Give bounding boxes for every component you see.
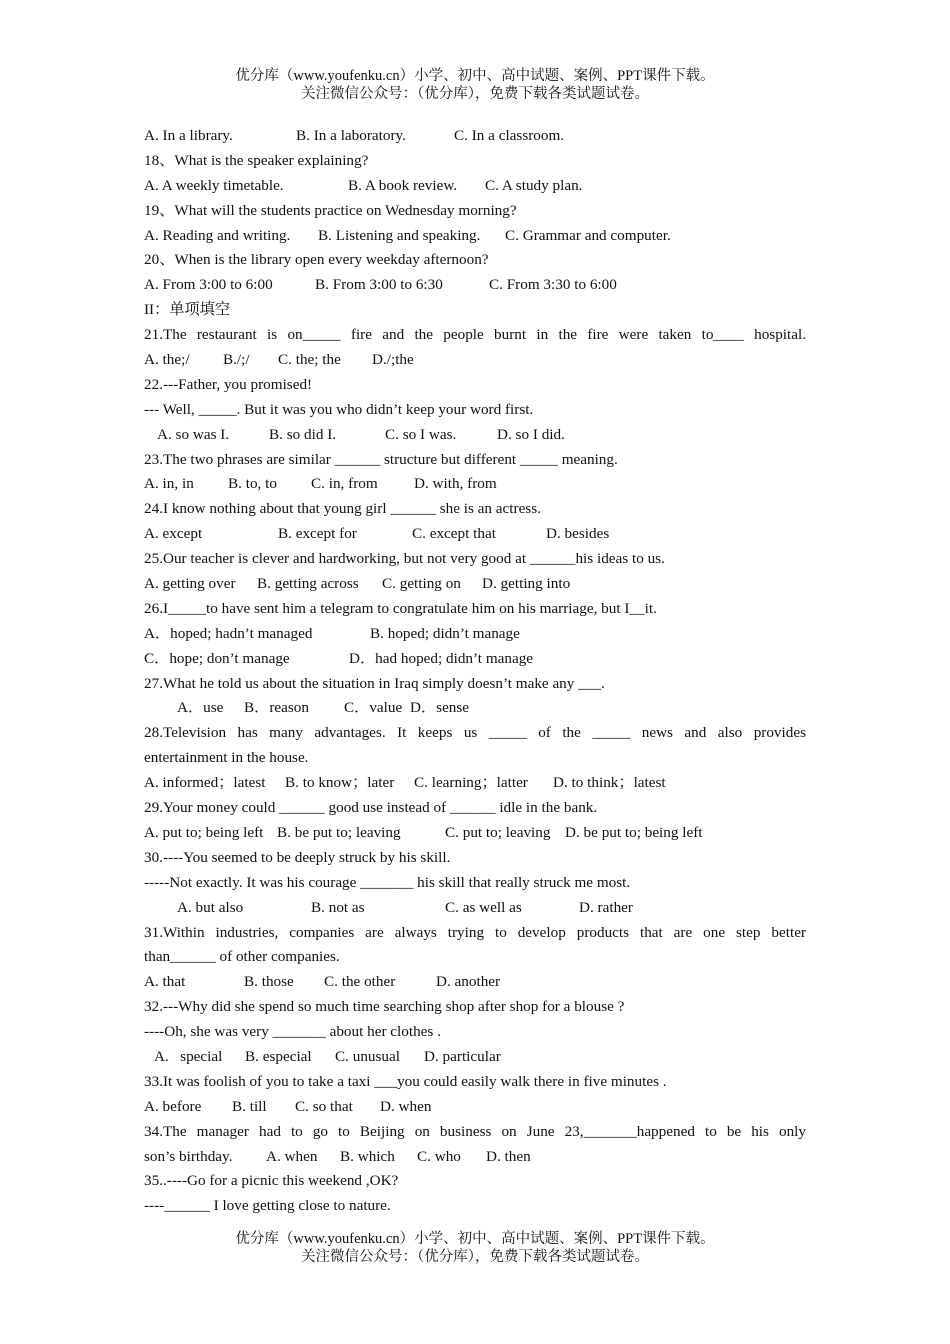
q31-option-a: A. that xyxy=(144,973,186,991)
q33-option-c: C. so that xyxy=(295,1097,353,1115)
q32-option-c: C. unusual xyxy=(335,1047,400,1065)
q35-stem-2: ----______ I love getting close to nature. xyxy=(144,1197,391,1215)
q20-option-c: C. From 3:30 to 6:00 xyxy=(489,276,617,294)
header-line-2: 关注微信公众号：（优分库），免费下载各类试题试卷。 xyxy=(301,86,649,102)
q24-option-a: A. except xyxy=(144,525,203,543)
q24-option-d: D. besides xyxy=(546,525,610,543)
q33-stem: 33.It was foolish of you to take a taxi ___you could easily walk there in five minutes . xyxy=(144,1072,667,1090)
q28-options xyxy=(144,771,806,796)
q25-options xyxy=(144,572,806,597)
q30-stem-2: -----Not exactly. It was his courage _______ his skill that really struck me most. xyxy=(144,873,631,891)
q19-option-b: B. Listening and speaking. xyxy=(318,226,481,244)
q29-options xyxy=(144,821,806,846)
q32-option-b: B. especial xyxy=(245,1047,312,1065)
q33-option-d: D. when xyxy=(380,1097,432,1115)
q18-options xyxy=(144,174,806,199)
q32-option-d: D. particular xyxy=(424,1047,501,1065)
q19-option-c: C. Grammar and computer. xyxy=(505,226,671,244)
q29-option-c: C. put to; leaving xyxy=(445,823,551,841)
q24-option-c: C. except that xyxy=(412,525,496,543)
q31-options xyxy=(144,970,806,995)
q25-option-a: A. getting over xyxy=(144,575,236,593)
q32-options xyxy=(144,1045,806,1070)
q23-option-c: C. in, from xyxy=(311,475,378,493)
q18-option-b: B. A book review. xyxy=(348,176,458,194)
q30-options xyxy=(144,896,806,921)
q34-stem-1: 34.The manager had to go to Beijing on business on June 23,_______happened to be his only xyxy=(144,1122,806,1140)
q20-options xyxy=(144,273,806,298)
q26-stem: 26.I_____to have sent him a telegram to congratulate him on his marriage, but I__it. xyxy=(144,599,657,617)
footer-line-2: 关注微信公众号：（优分库），免费下载各类试题试卷。 xyxy=(301,1249,649,1265)
q27-option-c: C．value xyxy=(344,699,403,717)
exam-content xyxy=(144,124,806,1219)
q34-option-a: A. when xyxy=(266,1147,318,1165)
q32-stem-1: 32.---Why did she spend so much time searching shop after shop for a blouse ? xyxy=(144,998,625,1016)
q27-stem: 27.What he told us about the situation in Iraq simply doesn’t make any ___. xyxy=(144,674,605,692)
q26-option-b: B. hoped; didn’t manage xyxy=(370,624,520,642)
q27-option-d: D．sense xyxy=(410,699,470,717)
q29-option-d: D. be put to; being left xyxy=(565,823,703,841)
q28-stem-2: entertainment in the house. xyxy=(144,749,309,767)
q24-option-b: B. except for xyxy=(278,525,357,543)
page-header xyxy=(0,67,950,103)
q22-option-c: C. so I was. xyxy=(385,425,457,443)
q20-stem: 20、When is the library open every weekday afternoon? xyxy=(144,251,489,269)
section-title: II：单项填空 xyxy=(144,301,231,319)
q23-option-b: B. to, to xyxy=(228,475,277,493)
q20-option-b: B. From 3:00 to 6:30 xyxy=(315,276,443,294)
q23-stem: 23.The two phrases are similar ______ structure but different _____ meaning. xyxy=(144,450,618,468)
q20-option-a: A. From 3:00 to 6:00 xyxy=(144,276,273,294)
q21-option-c: C. the; the xyxy=(278,351,341,369)
q26-option-c: C．hope; don’t manage xyxy=(144,649,290,667)
q18-stem: 18、What is the speaker explaining? xyxy=(144,151,369,169)
q17-options xyxy=(144,124,806,149)
page-footer xyxy=(0,1230,950,1266)
q34-stem-2-options xyxy=(144,1145,806,1170)
q28-option-c: C. learning；latter xyxy=(414,774,528,792)
q32-option-a: A. special xyxy=(154,1047,223,1065)
q35-stem-1: 35..----Go for a picnic this weekend ,OK? xyxy=(144,1172,399,1190)
q30-option-d: D. rather xyxy=(579,898,633,916)
q23-option-d: D. with, from xyxy=(414,475,497,493)
footer-line-1: 优分库（www.youfenku.cn）小学、初中、高中试题、案例、PPT课件下载。 xyxy=(235,1231,715,1247)
q34-option-d: D. then xyxy=(486,1147,531,1165)
q30-option-a: A. but also xyxy=(177,898,244,916)
q31-stem-1: 31.Within industries, companies are always trying to develop products that are one step better xyxy=(144,923,806,941)
q27-option-b: B．reason xyxy=(244,699,309,717)
q28-option-d: D. to think；latest xyxy=(553,774,666,792)
q33-option-a: A. before xyxy=(144,1097,202,1115)
q34-option-b: B. which xyxy=(340,1147,395,1165)
q26-options-ab xyxy=(144,622,806,647)
q21-options xyxy=(144,348,806,373)
q21-option-b: B./;/ xyxy=(223,351,250,369)
q27-option-a: A．use xyxy=(177,699,224,717)
q19-stem: 19、What will the students practice on Wednesday morning? xyxy=(144,201,517,219)
q31-stem-2: than______ of other companies. xyxy=(144,948,340,966)
q31-option-b: B. those xyxy=(244,973,294,991)
q21-option-d: D./;the xyxy=(372,351,414,369)
q28-option-a: A. informed；latest xyxy=(144,774,266,792)
q17-option-b: B. In a laboratory. xyxy=(296,127,406,144)
q33-option-b: B. till xyxy=(232,1097,267,1115)
q34-stem-2: son’s birthday. xyxy=(144,1147,233,1165)
q28-stem-1: 28.Television has many advantages. It keeps us _____ of the _____ news and also provides xyxy=(144,724,806,742)
q17-option-a: A. In a library. xyxy=(144,127,233,144)
q22-stem-2: --- Well, _____. But it was you who didn’t keep your word first. xyxy=(144,400,534,418)
q30-stem-1: 30.----You seemed to be deeply struck by his skill. xyxy=(144,848,451,866)
q25-option-d: D. getting into xyxy=(482,575,571,593)
q23-options xyxy=(144,472,806,497)
q28-option-b: B. to know；later xyxy=(285,774,395,792)
q24-options xyxy=(144,522,806,547)
q25-option-b: B. getting across xyxy=(257,575,359,593)
q26-option-d: D．had hoped; didn’t manage xyxy=(349,649,534,667)
q22-option-b: B. so did I. xyxy=(269,425,337,443)
q23-option-a: A. in, in xyxy=(144,475,194,493)
q25-stem: 25.Our teacher is clever and hardworking, but not very good at ______his ideas to us. xyxy=(144,550,665,568)
q19-option-a: A. Reading and writing. xyxy=(144,226,291,244)
q29-stem: 29.Your money could ______ good use instead of ______ idle in the bank. xyxy=(144,799,598,817)
q27-options xyxy=(144,696,806,721)
q34-option-c: C. who xyxy=(417,1147,461,1165)
q25-option-c: C. getting on xyxy=(382,575,461,593)
q26-option-a: A．hoped; hadn’t managed xyxy=(144,624,313,642)
q30-option-c: C. as well as xyxy=(445,898,522,916)
q17-option-c: C. In a classroom. xyxy=(454,127,565,144)
header-line-1: 优分库（www.youfenku.cn）小学、初中、高中试题、案例、PPT课件下载。 xyxy=(235,68,715,84)
q22-stem-1: 22.---Father, you promised! xyxy=(144,375,313,393)
q21-stem: 21.The restaurant is on_____ fire and the people burnt in the fire were taken to____ hospital. xyxy=(144,326,806,344)
q19-options xyxy=(144,224,806,249)
q24-stem: 24.I know nothing about that young girl ______ she is an actress. xyxy=(144,500,541,518)
q31-option-d: D. another xyxy=(436,973,501,991)
q21-option-a: A. the;/ xyxy=(144,351,190,369)
q31-option-c: C. the other xyxy=(324,973,396,991)
q26-options-cd xyxy=(144,647,806,672)
q22-options xyxy=(144,423,806,448)
q18-option-a: A. A weekly timetable. xyxy=(144,176,284,194)
q22-option-d: D. so I did. xyxy=(497,425,565,443)
q29-option-b: B. be put to; leaving xyxy=(277,823,401,841)
q18-option-c: C. A study plan. xyxy=(485,176,583,194)
q32-stem-2: ----Oh, she was very _______ about her clothes . xyxy=(144,1023,441,1041)
q30-option-b: B. not as xyxy=(311,898,365,916)
q22-option-a: A. so was I. xyxy=(157,425,230,443)
q33-options xyxy=(144,1095,806,1120)
q29-option-a: A. put to; being left xyxy=(144,823,264,841)
